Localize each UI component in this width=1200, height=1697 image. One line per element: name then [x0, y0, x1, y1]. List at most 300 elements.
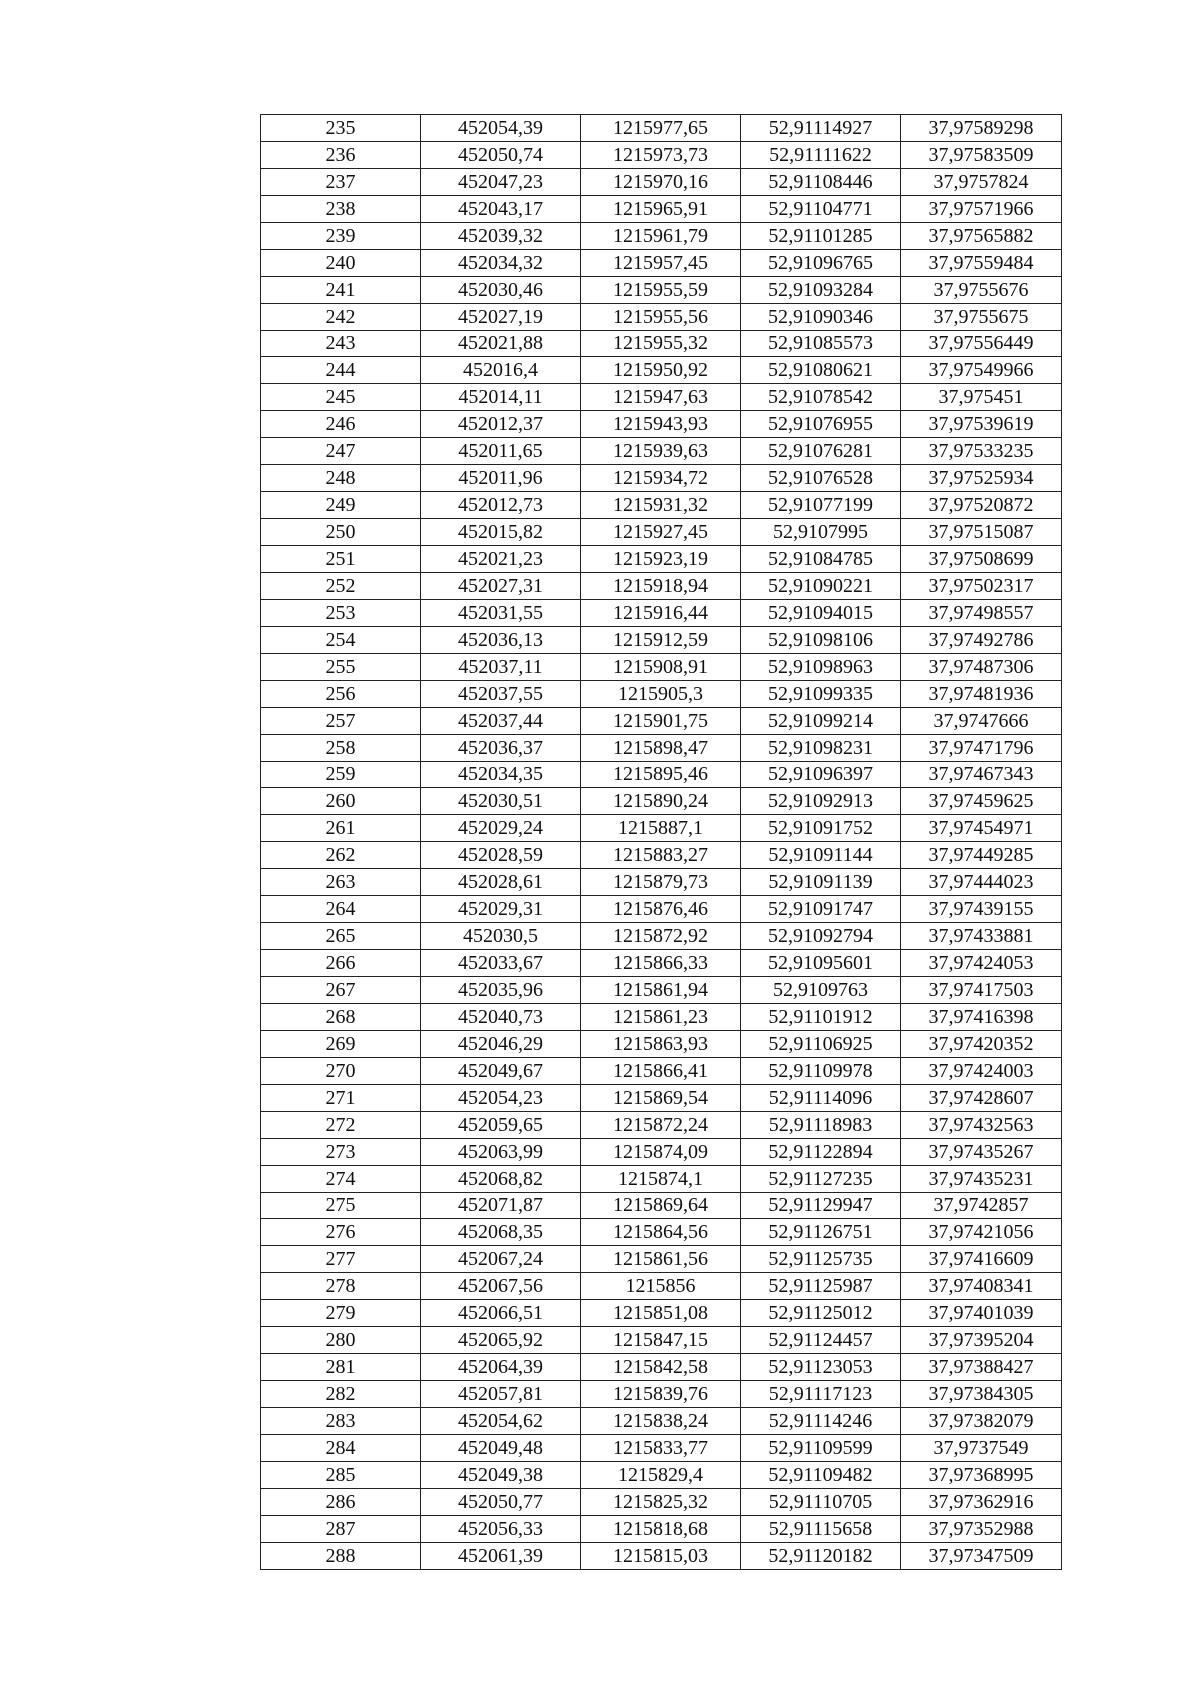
table-row: [261, 1408, 1062, 1435]
table-row: [261, 1461, 1062, 1488]
latitude-cell: 52,91114927: [741, 115, 901, 142]
x-coordinate-cell: 452037,44: [421, 707, 581, 734]
y-coordinate-cell: 1215839,76: [581, 1381, 741, 1408]
longitude-cell: 37,97433881: [901, 923, 1062, 950]
x-coordinate-cell: 452035,96: [421, 977, 581, 1004]
y-coordinate-cell: 1215833,77: [581, 1434, 741, 1461]
latitude-cell: 52,91123053: [741, 1354, 901, 1381]
point-number-cell: 236: [261, 141, 421, 168]
point-number-cell: 246: [261, 411, 421, 438]
longitude-cell: 37,97498557: [901, 599, 1062, 626]
x-coordinate-cell: 452016,4: [421, 357, 581, 384]
table-row: [261, 168, 1062, 195]
point-number-cell: 256: [261, 680, 421, 707]
y-coordinate-cell: 1215916,44: [581, 599, 741, 626]
latitude-cell: 52,91114246: [741, 1408, 901, 1435]
y-coordinate-cell: 1215955,59: [581, 276, 741, 303]
y-coordinate-cell: 1215918,94: [581, 572, 741, 599]
x-coordinate-cell: 452030,46: [421, 276, 581, 303]
point-number-cell: 245: [261, 384, 421, 411]
latitude-cell: 52,91118983: [741, 1111, 901, 1138]
table-row: [261, 923, 1062, 950]
x-coordinate-cell: 452031,55: [421, 599, 581, 626]
point-number-cell: 263: [261, 869, 421, 896]
y-coordinate-cell: 1215874,1: [581, 1165, 741, 1192]
table-row: [261, 1273, 1062, 1300]
longitude-cell: 37,9757824: [901, 168, 1062, 195]
y-coordinate-cell: 1215864,56: [581, 1219, 741, 1246]
latitude-cell: 52,91126751: [741, 1219, 901, 1246]
table-row: [261, 815, 1062, 842]
x-coordinate-cell: 452030,51: [421, 788, 581, 815]
x-coordinate-cell: 452063,99: [421, 1138, 581, 1165]
x-coordinate-cell: 452043,17: [421, 195, 581, 222]
y-coordinate-cell: 1215950,92: [581, 357, 741, 384]
longitude-cell: 37,97362916: [901, 1488, 1062, 1515]
latitude-cell: 52,91092794: [741, 923, 901, 950]
x-coordinate-cell: 452028,59: [421, 842, 581, 869]
longitude-cell: 37,97432563: [901, 1111, 1062, 1138]
x-coordinate-cell: 452011,96: [421, 465, 581, 492]
point-number-cell: 277: [261, 1246, 421, 1273]
point-number-cell: 282: [261, 1381, 421, 1408]
x-coordinate-cell: 452054,39: [421, 115, 581, 142]
latitude-cell: 52,91090346: [741, 303, 901, 330]
latitude-cell: 52,91092913: [741, 788, 901, 815]
x-coordinate-cell: 452037,11: [421, 653, 581, 680]
latitude-cell: 52,91098231: [741, 734, 901, 761]
point-number-cell: 247: [261, 438, 421, 465]
latitude-cell: 52,91077199: [741, 492, 901, 519]
latitude-cell: 52,91120182: [741, 1542, 901, 1569]
longitude-cell: 37,97549966: [901, 357, 1062, 384]
table-row: [261, 626, 1062, 653]
y-coordinate-cell: 1215970,16: [581, 168, 741, 195]
longitude-cell: 37,97525934: [901, 465, 1062, 492]
x-coordinate-cell: 452056,33: [421, 1515, 581, 1542]
longitude-cell: 37,97589298: [901, 115, 1062, 142]
point-number-cell: 238: [261, 195, 421, 222]
point-number-cell: 257: [261, 707, 421, 734]
point-number-cell: 274: [261, 1165, 421, 1192]
latitude-cell: 52,91085573: [741, 330, 901, 357]
longitude-cell: 37,9742857: [901, 1192, 1062, 1219]
y-coordinate-cell: 1215874,09: [581, 1138, 741, 1165]
longitude-cell: 37,97384305: [901, 1381, 1062, 1408]
table-row: [261, 1111, 1062, 1138]
point-number-cell: 243: [261, 330, 421, 357]
x-coordinate-cell: 452014,11: [421, 384, 581, 411]
x-coordinate-cell: 452012,73: [421, 492, 581, 519]
table-row: [261, 195, 1062, 222]
latitude-cell: 52,9107995: [741, 519, 901, 546]
table-row: [261, 1219, 1062, 1246]
longitude-cell: 37,97421056: [901, 1219, 1062, 1246]
x-coordinate-cell: 452028,61: [421, 869, 581, 896]
table-row: [261, 115, 1062, 142]
table-row: [261, 1003, 1062, 1030]
y-coordinate-cell: 1215908,91: [581, 653, 741, 680]
table-row: [261, 222, 1062, 249]
table-row: [261, 1327, 1062, 1354]
y-coordinate-cell: 1215898,47: [581, 734, 741, 761]
latitude-cell: 52,91095601: [741, 950, 901, 977]
x-coordinate-cell: 452061,39: [421, 1542, 581, 1569]
table-row: [261, 1057, 1062, 1084]
x-coordinate-cell: 452067,24: [421, 1246, 581, 1273]
table-row: [261, 1165, 1062, 1192]
latitude-cell: 52,91098106: [741, 626, 901, 653]
y-coordinate-cell: 1215895,46: [581, 761, 741, 788]
latitude-cell: 52,91101912: [741, 1003, 901, 1030]
table-row: [261, 519, 1062, 546]
latitude-cell: 52,91078542: [741, 384, 901, 411]
x-coordinate-cell: 452049,48: [421, 1434, 581, 1461]
longitude-cell: 37,9747666: [901, 707, 1062, 734]
coordinates-table-body: [261, 115, 1062, 1570]
longitude-cell: 37,97539619: [901, 411, 1062, 438]
x-coordinate-cell: 452036,37: [421, 734, 581, 761]
longitude-cell: 37,97428607: [901, 1084, 1062, 1111]
longitude-cell: 37,97416398: [901, 1003, 1062, 1030]
y-coordinate-cell: 1215838,24: [581, 1408, 741, 1435]
table-row: [261, 1515, 1062, 1542]
y-coordinate-cell: 1215973,73: [581, 141, 741, 168]
table-row: [261, 357, 1062, 384]
latitude-cell: 52,91091139: [741, 869, 901, 896]
x-coordinate-cell: 452057,81: [421, 1381, 581, 1408]
longitude-cell: 37,97515087: [901, 519, 1062, 546]
table-row: [261, 438, 1062, 465]
latitude-cell: 52,91117123: [741, 1381, 901, 1408]
table-row: [261, 276, 1062, 303]
latitude-cell: 52,91090221: [741, 572, 901, 599]
point-number-cell: 265: [261, 923, 421, 950]
longitude-cell: 37,97533235: [901, 438, 1062, 465]
table-row: [261, 1354, 1062, 1381]
y-coordinate-cell: 1215851,08: [581, 1300, 741, 1327]
point-number-cell: 285: [261, 1461, 421, 1488]
x-coordinate-cell: 452011,65: [421, 438, 581, 465]
longitude-cell: 37,97408341: [901, 1273, 1062, 1300]
point-number-cell: 264: [261, 896, 421, 923]
point-number-cell: 251: [261, 546, 421, 573]
x-coordinate-cell: 452068,35: [421, 1219, 581, 1246]
latitude-cell: 52,91076281: [741, 438, 901, 465]
table-row: [261, 411, 1062, 438]
longitude-cell: 37,9737549: [901, 1434, 1062, 1461]
point-number-cell: 244: [261, 357, 421, 384]
point-number-cell: 269: [261, 1030, 421, 1057]
x-coordinate-cell: 452050,77: [421, 1488, 581, 1515]
table-row: [261, 707, 1062, 734]
latitude-cell: 52,91093284: [741, 276, 901, 303]
point-number-cell: 280: [261, 1327, 421, 1354]
x-coordinate-cell: 452029,24: [421, 815, 581, 842]
table-row: [261, 1542, 1062, 1569]
table-row: [261, 303, 1062, 330]
point-number-cell: 267: [261, 977, 421, 1004]
latitude-cell: 52,91129947: [741, 1192, 901, 1219]
x-coordinate-cell: 452027,31: [421, 572, 581, 599]
y-coordinate-cell: 1215829,4: [581, 1461, 741, 1488]
longitude-cell: 37,97449285: [901, 842, 1062, 869]
x-coordinate-cell: 452065,92: [421, 1327, 581, 1354]
y-coordinate-cell: 1215927,45: [581, 519, 741, 546]
x-coordinate-cell: 452029,31: [421, 896, 581, 923]
y-coordinate-cell: 1215856: [581, 1273, 741, 1300]
x-coordinate-cell: 452049,67: [421, 1057, 581, 1084]
point-number-cell: 279: [261, 1300, 421, 1327]
point-number-cell: 268: [261, 1003, 421, 1030]
y-coordinate-cell: 1215883,27: [581, 842, 741, 869]
longitude-cell: 37,9755676: [901, 276, 1062, 303]
table-row: [261, 546, 1062, 573]
table-row: [261, 1030, 1062, 1057]
longitude-cell: 37,97424003: [901, 1057, 1062, 1084]
table-row: [261, 977, 1062, 1004]
point-number-cell: 271: [261, 1084, 421, 1111]
x-coordinate-cell: 452054,23: [421, 1084, 581, 1111]
table-row: [261, 761, 1062, 788]
point-number-cell: 287: [261, 1515, 421, 1542]
x-coordinate-cell: 452034,32: [421, 249, 581, 276]
y-coordinate-cell: 1215866,41: [581, 1057, 741, 1084]
point-number-cell: 286: [261, 1488, 421, 1515]
point-number-cell: 241: [261, 276, 421, 303]
y-coordinate-cell: 1215818,68: [581, 1515, 741, 1542]
y-coordinate-cell: 1215861,94: [581, 977, 741, 1004]
longitude-cell: 37,97487306: [901, 653, 1062, 680]
latitude-cell: 52,91091752: [741, 815, 901, 842]
latitude-cell: 52,91096765: [741, 249, 901, 276]
latitude-cell: 52,91099214: [741, 707, 901, 734]
y-coordinate-cell: 1215869,54: [581, 1084, 741, 1111]
longitude-cell: 37,97382079: [901, 1408, 1062, 1435]
latitude-cell: 52,91114096: [741, 1084, 901, 1111]
latitude-cell: 52,91125987: [741, 1273, 901, 1300]
x-coordinate-cell: 452034,35: [421, 761, 581, 788]
longitude-cell: 37,97444023: [901, 869, 1062, 896]
y-coordinate-cell: 1215955,32: [581, 330, 741, 357]
longitude-cell: 37,97471796: [901, 734, 1062, 761]
latitude-cell: 52,91076955: [741, 411, 901, 438]
point-number-cell: 260: [261, 788, 421, 815]
point-number-cell: 258: [261, 734, 421, 761]
y-coordinate-cell: 1215931,32: [581, 492, 741, 519]
table-row: [261, 141, 1062, 168]
latitude-cell: 52,91099335: [741, 680, 901, 707]
y-coordinate-cell: 1215957,45: [581, 249, 741, 276]
point-number-cell: 259: [261, 761, 421, 788]
point-number-cell: 281: [261, 1354, 421, 1381]
x-coordinate-cell: 452064,39: [421, 1354, 581, 1381]
x-coordinate-cell: 452021,88: [421, 330, 581, 357]
y-coordinate-cell: 1215939,63: [581, 438, 741, 465]
y-coordinate-cell: 1215901,75: [581, 707, 741, 734]
y-coordinate-cell: 1215863,93: [581, 1030, 741, 1057]
point-number-cell: 276: [261, 1219, 421, 1246]
latitude-cell: 52,91106925: [741, 1030, 901, 1057]
longitude-cell: 37,97565882: [901, 222, 1062, 249]
y-coordinate-cell: 1215825,32: [581, 1488, 741, 1515]
point-number-cell: 252: [261, 572, 421, 599]
table-row: [261, 1192, 1062, 1219]
x-coordinate-cell: 452036,13: [421, 626, 581, 653]
table-row: [261, 842, 1062, 869]
longitude-cell: 37,97520872: [901, 492, 1062, 519]
latitude-cell: 52,91094015: [741, 599, 901, 626]
y-coordinate-cell: 1215876,46: [581, 896, 741, 923]
point-number-cell: 288: [261, 1542, 421, 1569]
point-number-cell: 272: [261, 1111, 421, 1138]
x-coordinate-cell: 452039,32: [421, 222, 581, 249]
x-coordinate-cell: 452033,67: [421, 950, 581, 977]
latitude-cell: 52,91108446: [741, 168, 901, 195]
latitude-cell: 52,91122894: [741, 1138, 901, 1165]
y-coordinate-cell: 1215861,56: [581, 1246, 741, 1273]
x-coordinate-cell: 452059,65: [421, 1111, 581, 1138]
point-number-cell: 278: [261, 1273, 421, 1300]
y-coordinate-cell: 1215977,65: [581, 115, 741, 142]
table-row: [261, 1381, 1062, 1408]
latitude-cell: 52,91084785: [741, 546, 901, 573]
longitude-cell: 37,97439155: [901, 896, 1062, 923]
point-number-cell: 284: [261, 1434, 421, 1461]
y-coordinate-cell: 1215965,91: [581, 195, 741, 222]
longitude-cell: 37,97454971: [901, 815, 1062, 842]
latitude-cell: 52,91098963: [741, 653, 901, 680]
y-coordinate-cell: 1215923,19: [581, 546, 741, 573]
table-row: [261, 1434, 1062, 1461]
table-row: [261, 734, 1062, 761]
table-row: [261, 788, 1062, 815]
y-coordinate-cell: 1215887,1: [581, 815, 741, 842]
longitude-cell: 37,97435231: [901, 1165, 1062, 1192]
point-number-cell: 254: [261, 626, 421, 653]
x-coordinate-cell: 452012,37: [421, 411, 581, 438]
y-coordinate-cell: 1215947,63: [581, 384, 741, 411]
latitude-cell: 52,91110705: [741, 1488, 901, 1515]
longitude-cell: 37,97571966: [901, 195, 1062, 222]
point-number-cell: 235: [261, 115, 421, 142]
y-coordinate-cell: 1215912,59: [581, 626, 741, 653]
table-row: [261, 950, 1062, 977]
point-number-cell: 255: [261, 653, 421, 680]
y-coordinate-cell: 1215905,3: [581, 680, 741, 707]
point-number-cell: 273: [261, 1138, 421, 1165]
y-coordinate-cell: 1215815,03: [581, 1542, 741, 1569]
latitude-cell: 52,91096397: [741, 761, 901, 788]
table-row: [261, 1300, 1062, 1327]
coordinates-table: [260, 114, 1062, 1570]
table-row: [261, 896, 1062, 923]
y-coordinate-cell: 1215934,72: [581, 465, 741, 492]
longitude-cell: 37,97352988: [901, 1515, 1062, 1542]
point-number-cell: 239: [261, 222, 421, 249]
table-row: [261, 1138, 1062, 1165]
latitude-cell: 52,91109482: [741, 1461, 901, 1488]
longitude-cell: 37,97368995: [901, 1461, 1062, 1488]
latitude-cell: 52,91104771: [741, 195, 901, 222]
longitude-cell: 37,97417503: [901, 977, 1062, 1004]
x-coordinate-cell: 452030,5: [421, 923, 581, 950]
point-number-cell: 250: [261, 519, 421, 546]
longitude-cell: 37,97492786: [901, 626, 1062, 653]
latitude-cell: 52,91125735: [741, 1246, 901, 1273]
x-coordinate-cell: 452071,87: [421, 1192, 581, 1219]
longitude-cell: 37,9755675: [901, 303, 1062, 330]
latitude-cell: 52,91091747: [741, 896, 901, 923]
x-coordinate-cell: 452021,23: [421, 546, 581, 573]
longitude-cell: 37,97395204: [901, 1327, 1062, 1354]
table-row: [261, 1084, 1062, 1111]
latitude-cell: 52,91111622: [741, 141, 901, 168]
longitude-cell: 37,97424053: [901, 950, 1062, 977]
longitude-cell: 37,97556449: [901, 330, 1062, 357]
longitude-cell: 37,97559484: [901, 249, 1062, 276]
longitude-cell: 37,97401039: [901, 1300, 1062, 1327]
longitude-cell: 37,97481936: [901, 680, 1062, 707]
latitude-cell: 52,91109599: [741, 1434, 901, 1461]
y-coordinate-cell: 1215955,56: [581, 303, 741, 330]
x-coordinate-cell: 452046,29: [421, 1030, 581, 1057]
longitude-cell: 37,97435267: [901, 1138, 1062, 1165]
point-number-cell: 253: [261, 599, 421, 626]
table-row: [261, 492, 1062, 519]
x-coordinate-cell: 452037,55: [421, 680, 581, 707]
latitude-cell: 52,91080621: [741, 357, 901, 384]
point-number-cell: 242: [261, 303, 421, 330]
y-coordinate-cell: 1215842,58: [581, 1354, 741, 1381]
latitude-cell: 52,91091144: [741, 842, 901, 869]
longitude-cell: 37,97416609: [901, 1246, 1062, 1273]
latitude-cell: 52,9109763: [741, 977, 901, 1004]
y-coordinate-cell: 1215872,24: [581, 1111, 741, 1138]
point-number-cell: 270: [261, 1057, 421, 1084]
point-number-cell: 261: [261, 815, 421, 842]
x-coordinate-cell: 452068,82: [421, 1165, 581, 1192]
table-row: [261, 249, 1062, 276]
point-number-cell: 248: [261, 465, 421, 492]
y-coordinate-cell: 1215866,33: [581, 950, 741, 977]
table-row: [261, 1246, 1062, 1273]
latitude-cell: 52,91109978: [741, 1057, 901, 1084]
table-row: [261, 384, 1062, 411]
table-row: [261, 599, 1062, 626]
x-coordinate-cell: 452054,62: [421, 1408, 581, 1435]
point-number-cell: 283: [261, 1408, 421, 1435]
latitude-cell: 52,91076528: [741, 465, 901, 492]
y-coordinate-cell: 1215890,24: [581, 788, 741, 815]
point-number-cell: 240: [261, 249, 421, 276]
x-coordinate-cell: 452027,19: [421, 303, 581, 330]
longitude-cell: 37,97347509: [901, 1542, 1062, 1569]
point-number-cell: 262: [261, 842, 421, 869]
x-coordinate-cell: 452049,38: [421, 1461, 581, 1488]
table-row: [261, 680, 1062, 707]
longitude-cell: 37,97420352: [901, 1030, 1062, 1057]
table-row: [261, 330, 1062, 357]
x-coordinate-cell: 452067,56: [421, 1273, 581, 1300]
y-coordinate-cell: 1215869,64: [581, 1192, 741, 1219]
latitude-cell: 52,91101285: [741, 222, 901, 249]
longitude-cell: 37,97502317: [901, 572, 1062, 599]
longitude-cell: 37,97467343: [901, 761, 1062, 788]
latitude-cell: 52,91125012: [741, 1300, 901, 1327]
longitude-cell: 37,97388427: [901, 1354, 1062, 1381]
x-coordinate-cell: 452050,74: [421, 141, 581, 168]
